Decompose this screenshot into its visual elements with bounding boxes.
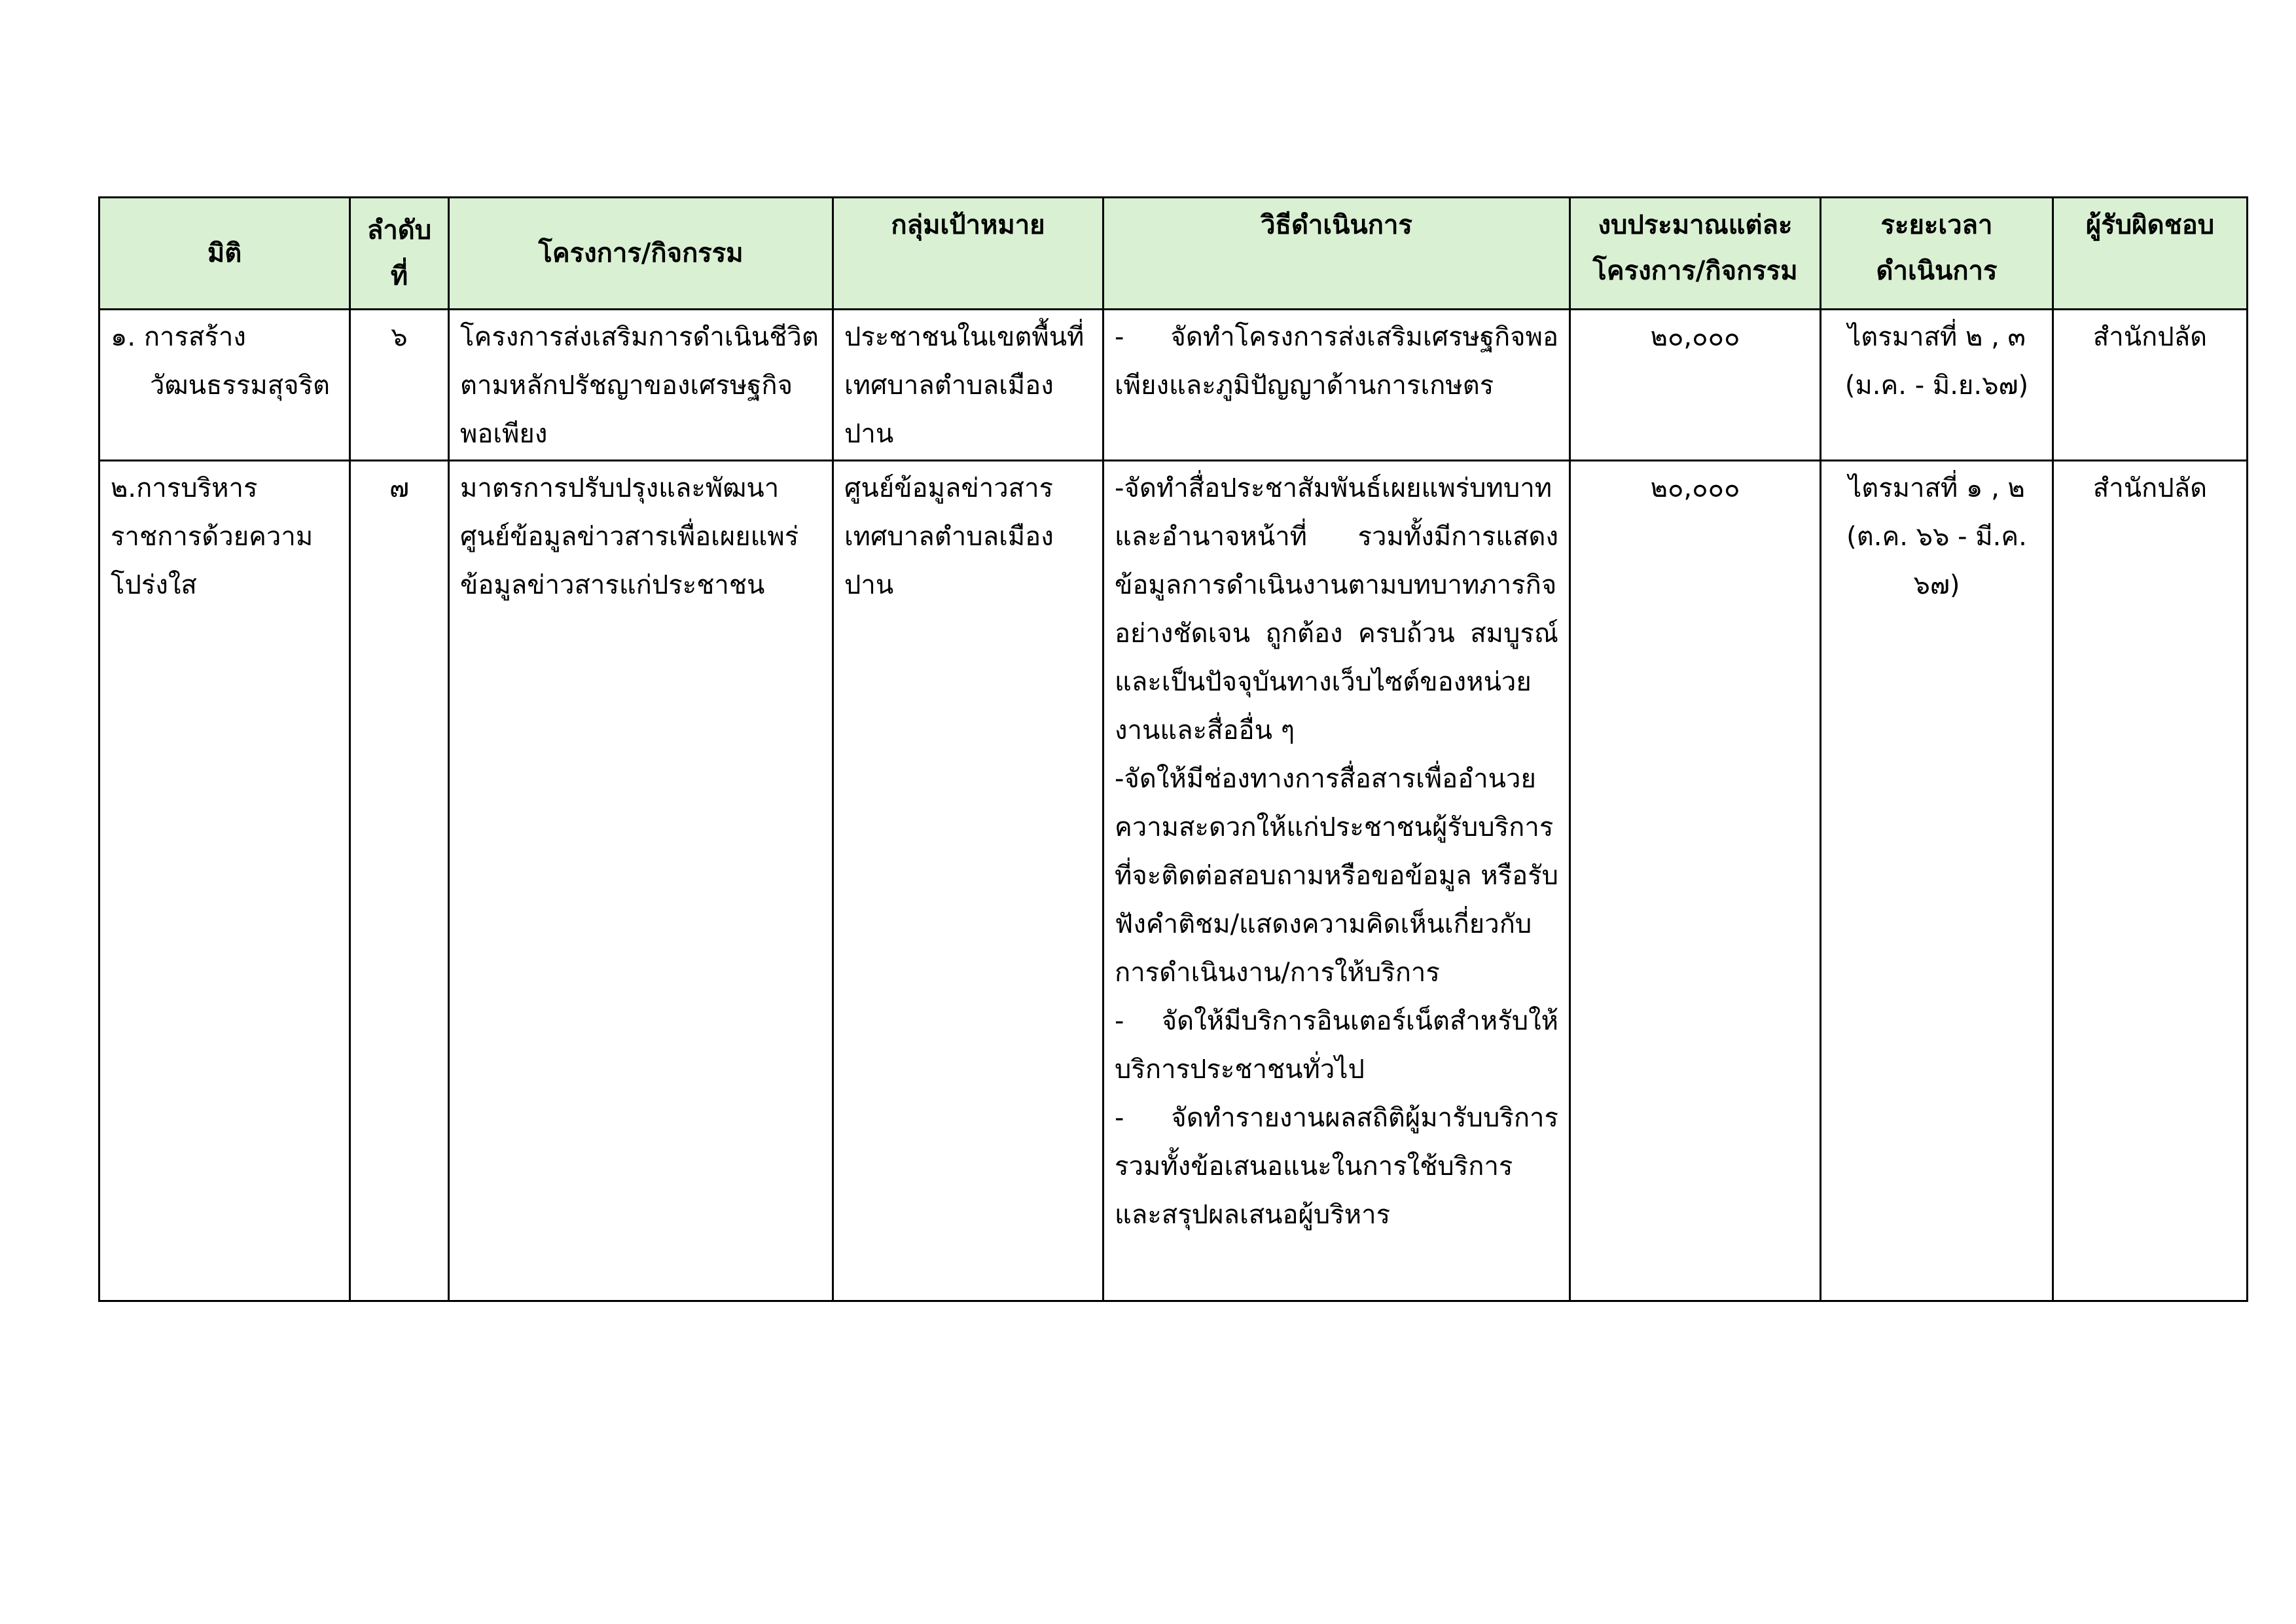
cell-period: ไตรมาสที่ ๒ , ๓ (ม.ค. - มิ.ย.๖๗) xyxy=(1821,310,2053,461)
header-target: กลุ่มเป้าหมาย xyxy=(833,198,1103,310)
method-item: -จัดให้มีช่องทางการสื่อสารเพื่ออำนวยความสะดวกให้แก่ประชาชนผู้รับบริการ ที่จะติดต่อสอบถามหรือขอข้อมูล หรือรับฟังคำติชม/แสดงความคิดเห็นเกี่ยวกับการดำเนินงาน/การให้บริการ xyxy=(1115,764,1558,988)
header-responsible: ผู้รับผิดชอบ xyxy=(2053,198,2248,310)
cell-order: ๖ xyxy=(350,310,449,461)
table-row xyxy=(99,310,2248,461)
header-method: วิธีดำเนินการ xyxy=(1103,198,1570,310)
header-budget xyxy=(1570,198,1821,310)
cell-budget: ๒๐,๐๐๐ xyxy=(1570,461,1821,1301)
header-order-line1: ลำดับ xyxy=(367,215,432,245)
cell-dimension: ๑. การสร้าง วัฒนธรรมสุจริต xyxy=(99,310,350,461)
cell-method xyxy=(1103,310,1570,461)
cell-period: ไตรมาสที่ ๑ , ๒ (ต.ค. ๖๖ - มี.ค. ๖๗) xyxy=(1821,461,2053,1301)
header-project: โครงการ/กิจกรรม xyxy=(449,198,833,310)
method-item: -จัดทำสื่อประชาสัมพันธ์เผยแพร่บทบาทและอำนาจหน้าที่ รวมทั้งมีการแสดงข้อมูลการดำเนินงานตามบทบาทภารกิจอย่างชัดเจน ถูกต้อง ครบถ้วน สมบูรณ์ และเป็นปัจจุบันทางเว็บไซต์ของหน่วยงานและสื่ออื่น ๆ xyxy=(1115,473,1558,746)
method-item: - จัดทำรายงานผลสถิติผู้มารับบริการรวมทั้งข้อเสนอแนะในการใช้บริการและสรุปผลเสนอผู้บริหาร xyxy=(1115,1103,1558,1230)
cell-method xyxy=(1103,461,1570,1301)
cell-project: โครงการส่งเสริมการดำเนินชีวิตตามหลักปรัชญาของเศรษฐกิจพอเพียง xyxy=(449,310,833,461)
header-order-line2: ที่ xyxy=(390,261,408,291)
cell-responsible: สำนักปลัด xyxy=(2053,310,2248,461)
header-period-line2: ดำเนินการ xyxy=(1876,256,1998,286)
header-row xyxy=(99,198,2248,310)
cell-order: ๗ xyxy=(350,461,449,1301)
cell-project: มาตรการปรับปรุงและพัฒนาศูนย์ข้อมูลข่าวสารเพื่อเผยแพร่ข้อมูลข่าวสารแก่ประชาชน xyxy=(449,461,833,1301)
header-order xyxy=(350,198,449,310)
cell-target: ประชาชนในเขตพื้นที่เทศบาลตำบลเมืองปาน xyxy=(833,310,1103,461)
cell-target: ศูนย์ข้อมูลข่าวสารเทศบาลตำบลเมืองปาน xyxy=(833,461,1103,1301)
header-period-line1: ระยะเวลา xyxy=(1880,210,1993,240)
header-budget-line1: งบประมาณแต่ละ xyxy=(1598,210,1793,240)
method-item: - จัดให้มีบริการอินเตอร์เน็ตสำหรับให้บริการประชาชนทั่วไป xyxy=(1115,1006,1558,1085)
action-plan-table xyxy=(98,196,2248,1302)
method-item: - จัดทำโครงการส่งเสริมเศรษฐกิจพอเพียงและภูมิปัญญาด้านการเกษตร xyxy=(1115,322,1558,401)
table-row xyxy=(99,461,2248,1301)
header-period xyxy=(1821,198,2053,310)
cell-responsible: สำนักปลัด xyxy=(2053,461,2248,1301)
cell-dimension: ๒.การบริหารราชการด้วยความโปร่งใส xyxy=(99,461,350,1301)
cell-budget: ๒๐,๐๐๐ xyxy=(1570,310,1821,461)
header-budget-line2: โครงการ/กิจกรรม xyxy=(1592,256,1798,286)
header-dimension: มิติ xyxy=(99,198,350,310)
